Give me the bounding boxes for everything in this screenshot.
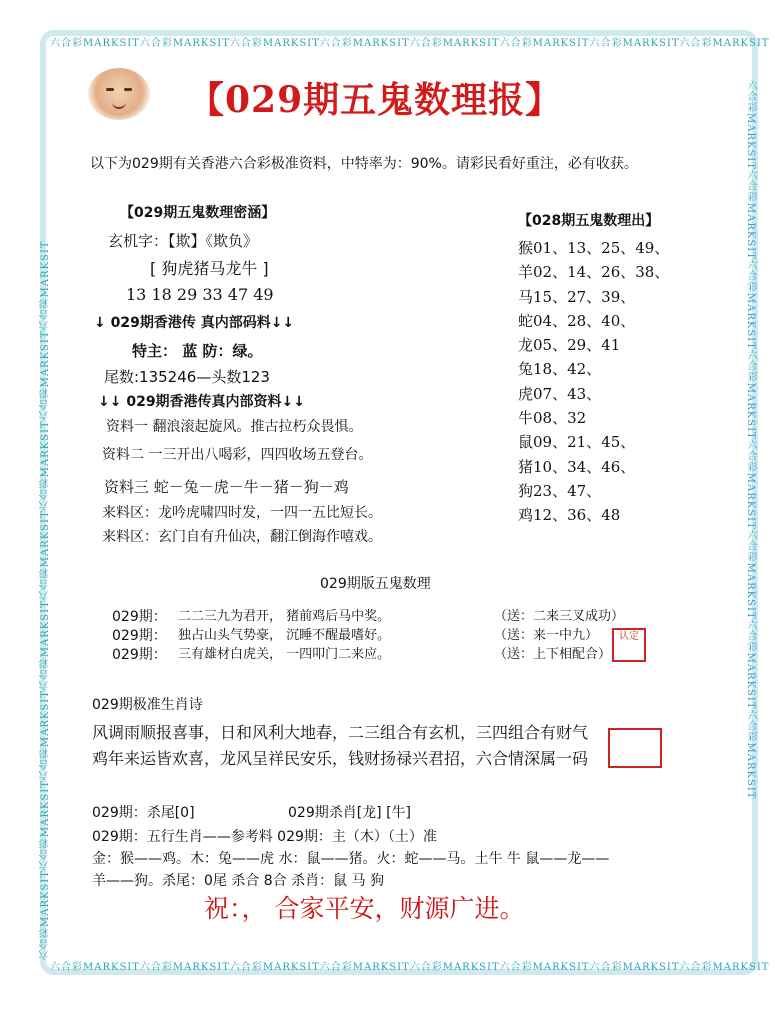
watermark-right: 六合彩MARKSIT六合彩MARKSIT六合彩MARKSIT六合彩MARKSIT六合彩MARKSIT六合彩MARKSIT六合彩MARKSIT六合彩MARKSIT — [745, 80, 756, 800]
five-elements-line: 金：猴——鸡。木：兔——虎 水：鼠——猪。火：蛇——马。土牛 牛 鼠——龙—— — [92, 851, 610, 867]
avatar-eye-right — [124, 88, 132, 91]
inside-info-heading: ↓↓ 029期香港传真内部资料↓↓ — [98, 394, 306, 410]
right-heading: 【028期五鬼数理出】 — [518, 213, 660, 229]
info-2: 资料二 一三开出八喝彩，四四收场五登台。 — [102, 447, 373, 463]
result-row: 马15、27、39、 — [518, 287, 636, 306]
riddle-text: 玄机字：【欺】《欺负》 — [108, 232, 259, 250]
previous-results — [518, 210, 669, 528]
page-title: 【029期五鬼数理报】 — [188, 79, 563, 121]
mid-text-1: 二二三九为君开， 猪前鸡后马中奖。 — [178, 609, 391, 624]
result-row: 虎07、43、 — [518, 384, 602, 403]
result-row: 狗23、47、 — [518, 481, 602, 500]
info-1: 资料一 翻浪滚起旋风。推古拉朽众畏惧。 — [106, 419, 363, 435]
special-color-text: 特主： 蓝 防：绿。 — [132, 342, 263, 360]
kill-summary-line: 羊——狗。杀尾：0尾 杀合 8合 杀肖：鼠 马 狗 — [92, 873, 385, 889]
poem-heading: 029期极准生肖诗 — [92, 697, 203, 713]
mid-heading: 029期版五鬼数理 — [320, 576, 431, 592]
five-elements-heading: 029期：五行生肖——参考料 029期：主（木）（土）准 — [92, 829, 437, 845]
kill-tail-text: 029期：杀尾[0] — [92, 805, 195, 821]
left-heading: 【029期五鬼数理密涵】 — [120, 205, 276, 221]
result-row: 鸡12、36、48 — [518, 506, 621, 525]
poem-line-1: 风调雨顺报喜事，日和风利大地春，二三组合有玄机，三四组合有财气 — [92, 723, 589, 742]
intro-text: 以下为029期有关香港六合彩极准资料，中特率为：90%。请彩民看好重注，必有收获。 — [90, 156, 638, 172]
tail-number-text: 尾数:135246—头数123 — [104, 368, 270, 386]
mid-label-2: 029期： — [112, 628, 167, 644]
mid-gift-3: （送：上下相配合） — [494, 647, 612, 662]
poem-line-2: 鸡年来运皆欢喜，龙风呈祥民安乐，钱财扬禄兴君招，六合情深属一码 — [92, 749, 589, 768]
mid-label-1: 029期： — [112, 609, 167, 625]
watermark-top: 六合彩MARKSIT六合彩MARKSIT六合彩MARKSIT六合彩MARKSIT六合彩MARKSIT六合彩MARKSIT六合彩MARKSIT六合彩MARKSIT — [50, 38, 770, 49]
result-row: 羊02、14、26、38、 — [518, 263, 670, 282]
source-1: 来料区：龙吟虎啸四时发，一四一五比短长。 — [102, 505, 382, 521]
mid-gift-1: （送：二来三叉成功） — [494, 609, 625, 624]
red-seal-stamp: 认定 — [612, 628, 646, 662]
watermark-bottom: 六合彩MARKSIT六合彩MARKSIT六合彩MARKSIT六合彩MARKSIT六合彩MARKSIT六合彩MARKSIT六合彩MARKSIT六合彩MARKSIT — [50, 962, 770, 973]
kill-zodiac-text: 029期杀肖[龙] [牛] — [288, 805, 412, 821]
zodiac-list: [ 狗虎猪马龙牛 ] — [150, 259, 269, 278]
result-row: 猪10、34、46、 — [518, 457, 636, 476]
mid-gift-2: （送：来一中九） — [494, 628, 599, 643]
mid-text-3: 三有雄材白虎关， 一四叩门二来应。 — [178, 647, 391, 662]
result-row: 蛇04、28、40、 — [518, 311, 636, 330]
result-row: 龙05、29、41 — [518, 336, 621, 355]
inside-code-heading: ↓ 029期香港传 真内部码料↓↓ — [94, 315, 295, 331]
result-row: 猴01、13、25、49、 — [518, 239, 670, 257]
mid-text-2: 独占山头气势豪， 沉睡不醒最嗜好。 — [178, 628, 391, 643]
number-list: 13 18 29 33 47 49 — [126, 285, 274, 304]
source-2: 来料区：玄门自有升仙决，翻江倒海作嘻戏。 — [102, 529, 382, 545]
mid-label-3: 029期： — [112, 647, 167, 663]
red-seal-stamp-2 — [608, 728, 662, 768]
result-row: 兔18、42、 — [518, 360, 602, 379]
watermark-left: 六合彩MARKSIT六合彩MARKSIT六合彩MARKSIT六合彩MARKSIT六合彩MARKSIT六合彩MARKSIT六合彩MARKSIT六合彩MARKSIT — [40, 240, 51, 960]
avatar-mouth — [112, 102, 126, 109]
avatar-eye-left — [106, 88, 114, 91]
info-3: 资料三 蛇－兔－虎－牛－猪－狗－鸡 — [104, 478, 349, 496]
result-row: 牛08、32 — [518, 409, 587, 428]
blessing-text: 祝：， 合家平安，财源广进。 — [204, 894, 525, 923]
result-row: 鼠09、21、45、 — [518, 433, 636, 452]
avatar-portrait — [88, 68, 150, 120]
